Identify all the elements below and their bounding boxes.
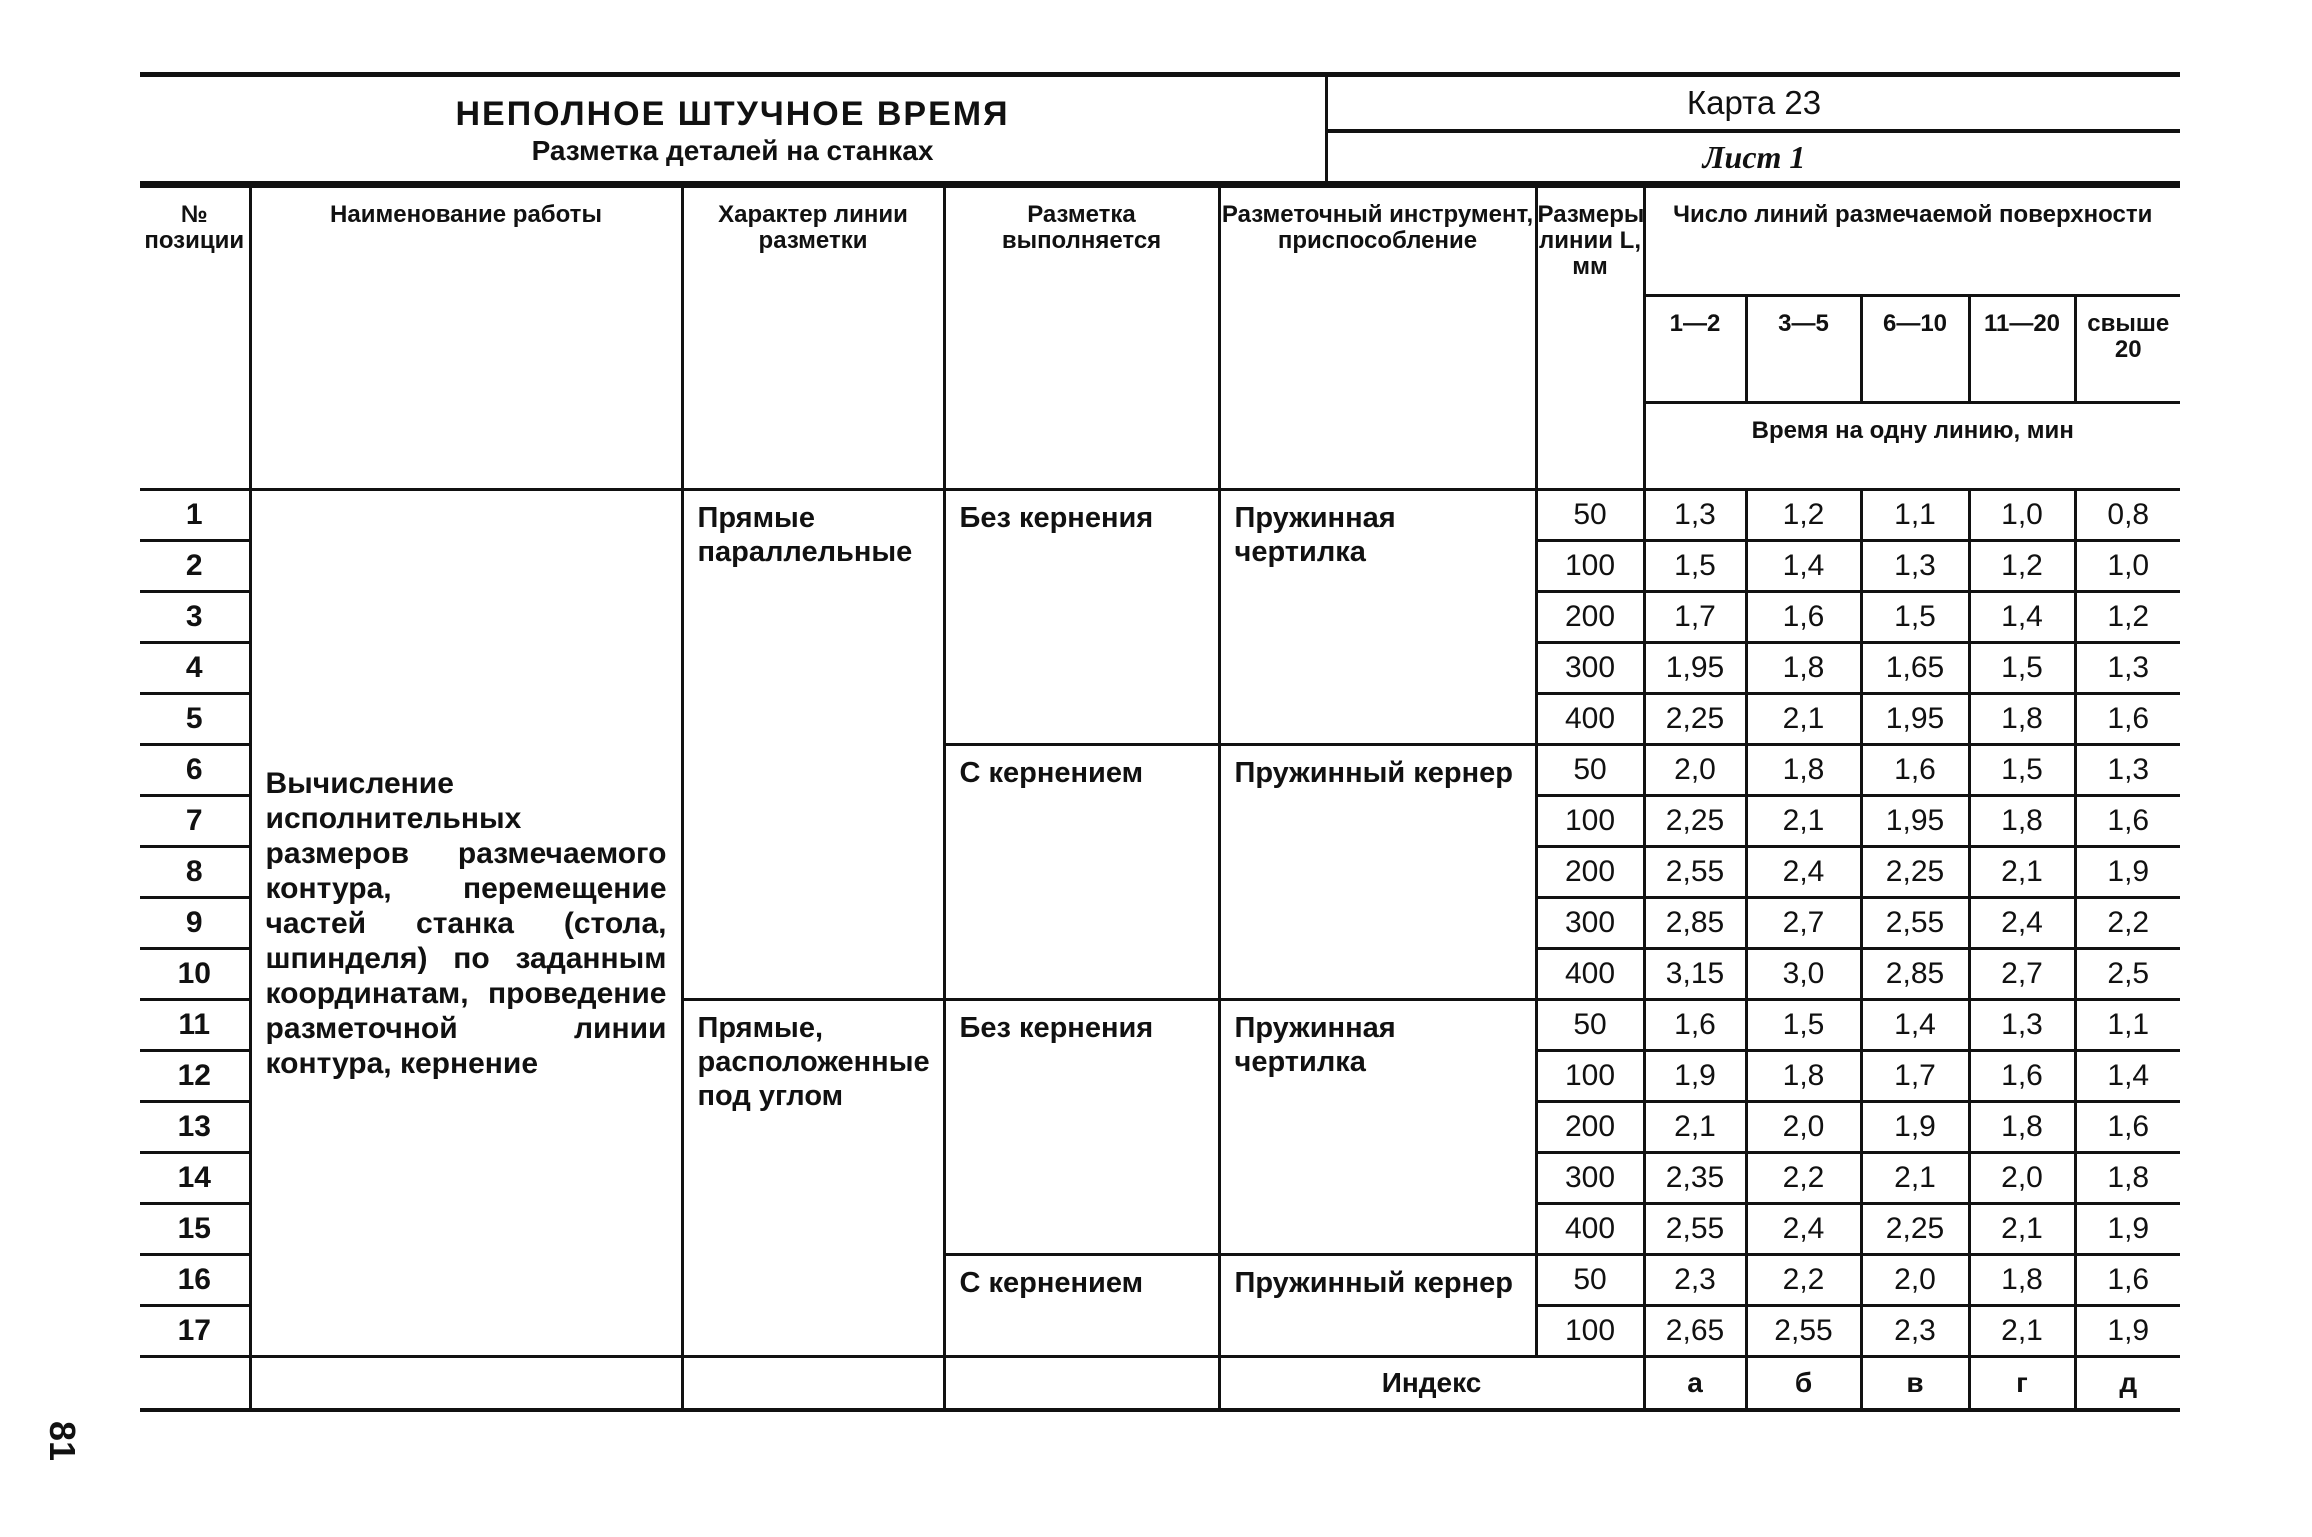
length-cell: 300 <box>1536 1153 1644 1204</box>
page-number: 81 <box>42 1420 84 1462</box>
time-value-cell: 2,1 <box>1969 847 2075 898</box>
document-subtitle: Разметка деталей на станках <box>531 135 934 166</box>
position-cell: 5 <box>140 694 250 745</box>
col-header-position: № позиции <box>140 187 250 490</box>
time-value-cell: 1,4 <box>2075 1051 2180 1102</box>
sheet-number: Лист 1 <box>1702 139 1806 175</box>
position-cell: 7 <box>140 796 250 847</box>
time-value-cell: 1,3 <box>1969 1000 2075 1051</box>
time-value-cell: 1,6 <box>1746 592 1861 643</box>
time-value-cell: 2,55 <box>1644 1204 1746 1255</box>
time-value-cell: 2,55 <box>1861 898 1969 949</box>
empty-cell <box>944 1357 1219 1411</box>
time-value-cell: 1,5 <box>1861 592 1969 643</box>
performed-cell: С кернением <box>944 745 1219 1000</box>
length-cell: 400 <box>1536 694 1644 745</box>
position-cell: 9 <box>140 898 250 949</box>
position-cell: 11 <box>140 1000 250 1051</box>
time-value-cell: 1,9 <box>1644 1051 1746 1102</box>
time-value-cell: 1,8 <box>1969 694 2075 745</box>
time-value-cell: 1,6 <box>2075 1255 2180 1306</box>
performed-cell: Без кернения <box>944 490 1219 745</box>
time-value-cell: 1,65 <box>1861 643 1969 694</box>
index-value: а <box>1644 1357 1746 1411</box>
col-header-performed: Разметка выполняется <box>944 187 1219 490</box>
tool-cell: Пружинная чертилка <box>1219 1000 1536 1255</box>
time-value-cell: 1,6 <box>2075 1102 2180 1153</box>
index-value: д <box>2075 1357 2180 1411</box>
time-value-cell: 1,2 <box>2075 592 2180 643</box>
time-value-cell: 2,55 <box>1644 847 1746 898</box>
time-value-cell: 1,5 <box>1969 745 2075 796</box>
time-value-cell: 1,8 <box>1969 1102 2075 1153</box>
time-value-cell: 1,6 <box>1644 1000 1746 1051</box>
document-page <box>140 72 2180 1412</box>
position-cell: 12 <box>140 1051 250 1102</box>
tool-cell: Пружинный кернер <box>1219 745 1536 1000</box>
time-value-cell: 1,8 <box>1746 643 1861 694</box>
time-value-cell: 2,7 <box>1746 898 1861 949</box>
position-cell: 17 <box>140 1306 250 1357</box>
performed-cell: С кернением <box>944 1255 1219 1357</box>
time-value-cell: 2,0 <box>1746 1102 1861 1153</box>
length-cell: 50 <box>1536 1255 1644 1306</box>
length-cell: 50 <box>1536 745 1644 796</box>
time-value-cell: 2,25 <box>1644 694 1746 745</box>
col-header-lines-count: Число линий размечаемой поверхности <box>1644 187 2180 296</box>
line-type-cell: Прямые, расположенные под углом <box>682 1000 944 1357</box>
range-header: 1—2 <box>1644 296 1746 403</box>
time-value-cell: 2,2 <box>1746 1255 1861 1306</box>
time-value-cell: 2,85 <box>1861 949 1969 1000</box>
col-header-tool: Разметочный инструмент, приспособление <box>1219 187 1536 490</box>
time-value-cell: 2,85 <box>1644 898 1746 949</box>
time-value-cell: 2,5 <box>2075 949 2180 1000</box>
time-value-cell: 2,35 <box>1644 1153 1746 1204</box>
time-value-cell: 1,6 <box>1969 1051 2075 1102</box>
time-value-cell: 2,4 <box>1969 898 2075 949</box>
time-value-cell: 2,1 <box>1644 1102 1746 1153</box>
length-cell: 200 <box>1536 592 1644 643</box>
tool-cell: Пружинный кернер <box>1219 1255 1536 1357</box>
time-value-cell: 1,7 <box>1861 1051 1969 1102</box>
position-cell: 6 <box>140 745 250 796</box>
time-value-cell: 1,9 <box>2075 847 2180 898</box>
length-cell: 200 <box>1536 847 1644 898</box>
index-value: б <box>1746 1357 1861 1411</box>
range-header: 6—10 <box>1861 296 1969 403</box>
time-value-cell: 2,1 <box>1969 1306 2075 1357</box>
card-number: Карта 23 <box>1328 77 2180 133</box>
time-value-cell: 1,9 <box>1861 1102 1969 1153</box>
position-cell: 2 <box>140 541 250 592</box>
index-value: г <box>1969 1357 2075 1411</box>
length-cell: 400 <box>1536 949 1644 1000</box>
col-header-line-type: Характер линии разметки <box>682 187 944 490</box>
length-cell: 400 <box>1536 1204 1644 1255</box>
table-row <box>140 490 2180 541</box>
empty-cell <box>250 1357 682 1411</box>
length-cell: 100 <box>1536 796 1644 847</box>
time-value-cell: 1,6 <box>2075 694 2180 745</box>
time-value-cell: 0,8 <box>2075 490 2180 541</box>
time-value-cell: 1,9 <box>2075 1204 2180 1255</box>
time-value-cell: 2,0 <box>1644 745 1746 796</box>
time-value-cell: 1,5 <box>1644 541 1746 592</box>
position-cell: 10 <box>140 949 250 1000</box>
time-value-cell: 2,1 <box>1746 796 1861 847</box>
time-value-cell: 2,1 <box>1861 1153 1969 1204</box>
col-header-length: Размеры линии L, мм <box>1536 187 1644 490</box>
time-value-cell: 2,1 <box>1969 1204 2075 1255</box>
time-value-cell: 2,0 <box>1969 1153 2075 1204</box>
time-value-cell: 1,2 <box>1746 490 1861 541</box>
time-value-cell: 1,6 <box>1861 745 1969 796</box>
time-value-cell: 1,1 <box>1861 490 1969 541</box>
time-value-cell: 2,55 <box>1746 1306 1861 1357</box>
time-value-cell: 1,6 <box>2075 796 2180 847</box>
line-type-cell: Прямые параллельные <box>682 490 944 1000</box>
time-value-cell: 1,7 <box>1644 592 1746 643</box>
time-value-cell: 1,3 <box>2075 745 2180 796</box>
time-unit-header: Время на одну линию, мин <box>1644 403 2180 490</box>
time-value-cell: 1,3 <box>1861 541 1969 592</box>
time-value-cell: 2,3 <box>1644 1255 1746 1306</box>
document-header <box>140 77 2180 185</box>
time-value-cell: 1,4 <box>1861 1000 1969 1051</box>
time-value-cell: 2,2 <box>1746 1153 1861 1204</box>
time-value-cell: 1,8 <box>2075 1153 2180 1204</box>
time-value-cell: 1,9 <box>2075 1306 2180 1357</box>
time-value-cell: 2,0 <box>1861 1255 1969 1306</box>
empty-cell <box>682 1357 944 1411</box>
length-cell: 50 <box>1536 1000 1644 1051</box>
time-value-cell: 1,0 <box>1969 490 2075 541</box>
range-header: 3—5 <box>1746 296 1861 403</box>
time-value-cell: 2,3 <box>1861 1306 1969 1357</box>
length-cell: 300 <box>1536 643 1644 694</box>
time-value-cell: 3,15 <box>1644 949 1746 1000</box>
time-value-cell: 3,0 <box>1746 949 1861 1000</box>
tool-cell: Пружинная чертилка <box>1219 490 1536 745</box>
time-value-cell: 2,2 <box>2075 898 2180 949</box>
position-cell: 4 <box>140 643 250 694</box>
time-value-cell: 1,95 <box>1644 643 1746 694</box>
time-value-cell: 1,3 <box>2075 643 2180 694</box>
position-cell: 15 <box>140 1204 250 1255</box>
position-cell: 16 <box>140 1255 250 1306</box>
norms-table <box>140 185 2180 1412</box>
header-card-block <box>1328 77 2180 181</box>
time-value-cell: 1,4 <box>1969 592 2075 643</box>
time-value-cell: 2,4 <box>1746 1204 1861 1255</box>
empty-cell <box>140 1357 250 1411</box>
time-value-cell: 1,5 <box>1746 1000 1861 1051</box>
time-value-cell: 1,2 <box>1969 541 2075 592</box>
time-value-cell: 2,1 <box>1746 694 1861 745</box>
time-value-cell: 2,4 <box>1746 847 1861 898</box>
time-value-cell: 1,0 <box>2075 541 2180 592</box>
time-value-cell: 1,95 <box>1861 694 1969 745</box>
position-cell: 3 <box>140 592 250 643</box>
length-cell: 100 <box>1536 1306 1644 1357</box>
index-row <box>140 1357 2180 1411</box>
range-header: 11—20 <box>1969 296 2075 403</box>
length-cell: 100 <box>1536 541 1644 592</box>
length-cell: 100 <box>1536 1051 1644 1102</box>
time-value-cell: 1,1 <box>2075 1000 2180 1051</box>
time-value-cell: 1,8 <box>1969 796 2075 847</box>
length-cell: 200 <box>1536 1102 1644 1153</box>
length-cell: 300 <box>1536 898 1644 949</box>
time-value-cell: 2,25 <box>1861 847 1969 898</box>
table-body <box>140 490 2180 1411</box>
index-value: в <box>1861 1357 1969 1411</box>
document-title: НЕПОЛНОЕ ШТУЧНОЕ ВРЕМЯ <box>455 95 1010 133</box>
time-value-cell: 1,4 <box>1746 541 1861 592</box>
time-value-cell: 2,7 <box>1969 949 2075 1000</box>
time-value-cell: 2,65 <box>1644 1306 1746 1357</box>
time-value-cell: 2,25 <box>1644 796 1746 847</box>
position-cell: 14 <box>140 1153 250 1204</box>
header-title-block <box>140 77 1328 181</box>
time-value-cell: 2,25 <box>1861 1204 1969 1255</box>
position-cell: 1 <box>140 490 250 541</box>
time-value-cell: 1,8 <box>1969 1255 2075 1306</box>
col-header-work-name: Наименование работы <box>250 187 682 490</box>
work-description-cell: Вычисление исполнительных размеров размечаемого контура, перемещение частей станка (стола, шпинделя) по заданным координатам, проведение разметочной линии контура, кернение <box>250 490 682 1357</box>
position-cell: 8 <box>140 847 250 898</box>
range-header: свыше 20 <box>2075 296 2180 403</box>
length-cell: 50 <box>1536 490 1644 541</box>
position-cell: 13 <box>140 1102 250 1153</box>
time-value-cell: 1,3 <box>1644 490 1746 541</box>
time-value-cell: 1,8 <box>1746 1051 1861 1102</box>
index-label: Индекс <box>1219 1357 1644 1411</box>
time-value-cell: 1,5 <box>1969 643 2075 694</box>
time-value-cell: 1,8 <box>1746 745 1861 796</box>
performed-cell: Без кернения <box>944 1000 1219 1255</box>
time-value-cell: 1,95 <box>1861 796 1969 847</box>
